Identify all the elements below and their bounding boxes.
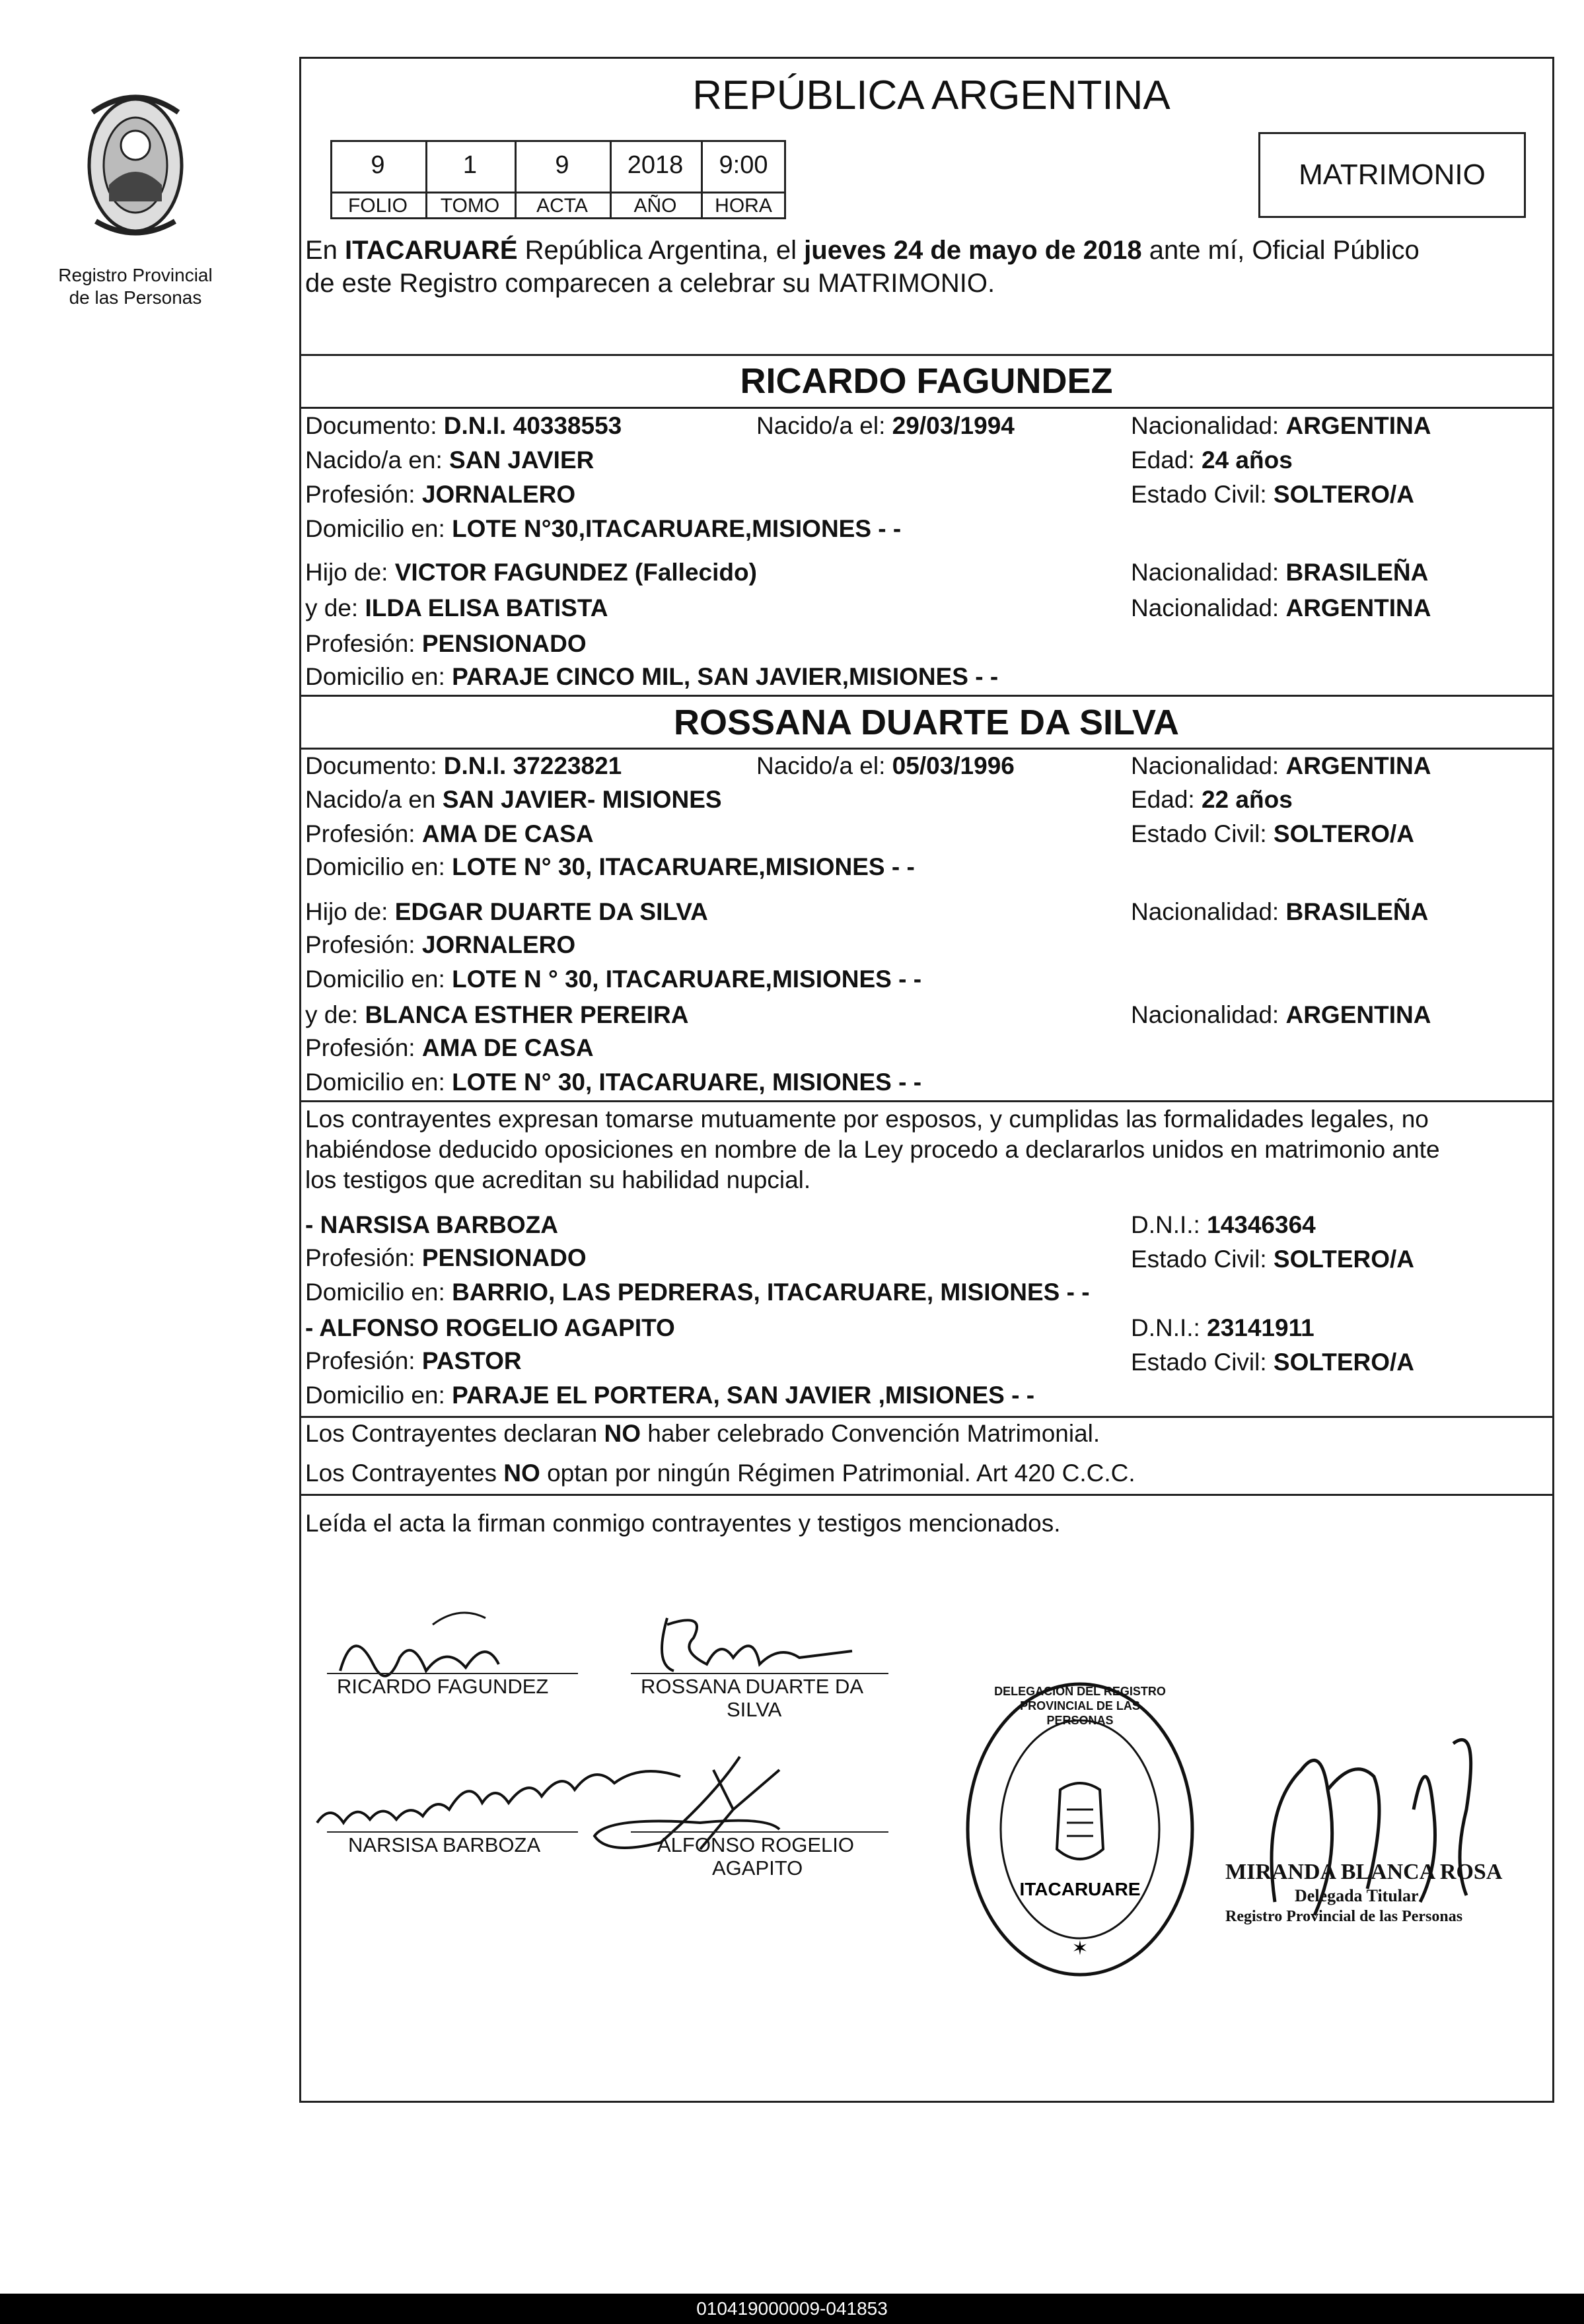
closing-statement: Leída el acta la firman conmigo contrayentes y testigos mencionados. <box>305 1510 1061 1537</box>
convention-line2: Los Contrayentes NO optan por ningún Régimen Patrimonial. Art 420 C.C.C. <box>305 1460 1135 1487</box>
intro-line2: de este Registro comparecen a celebrar su MATRIMONIO. <box>305 269 995 298</box>
convention-line1: Los Contrayentes declaran NO haber celebrado Convención Matrimonial. <box>305 1420 1100 1447</box>
official-stamp <box>1225 1859 1536 1926</box>
bride-father-address: Domicilio en: LOTE N ° 30, ITACARUARE,MISIONES - - <box>305 966 922 993</box>
intro-line1: En ITACARUARÉ República Argentina, el jueves 24 de mayo de 2018 ante mí, Oficial Público <box>305 236 1420 265</box>
registry-name <box>46 264 225 309</box>
folio-grid <box>330 140 786 219</box>
delegation-stamp <box>961 1677 1199 1981</box>
groom-signature-label: RICARDO FAGUNDEZ <box>337 1675 549 1698</box>
stamp-inner-text: ITACARUARE <box>1019 1879 1141 1899</box>
province-seal <box>79 86 192 258</box>
groom-address: Domicilio en: LOTE N°30,ITACARUARE,MISIONES - - <box>305 515 902 542</box>
bride-father-profession: Profesión: JORNALERO <box>305 931 576 958</box>
groom-mother-nationality: Nacionalidad: ARGENTINA <box>1131 594 1431 621</box>
tomo-label: TOMO <box>440 195 500 217</box>
official-stamp-line3: Registro Provincial de las Personas <box>1225 1908 1463 1925</box>
groom-profession: Profesión: JORNALERO <box>305 481 576 508</box>
folio-label: FOLIO <box>347 195 408 217</box>
seal-emblem-icon <box>79 86 192 258</box>
witness2-name: - ALFONSO ROGELIO AGAPITO <box>305 1314 675 1341</box>
year-value: 2018 <box>627 151 684 179</box>
groom-nationality: Nacionalidad: ARGENTINA <box>1131 412 1431 439</box>
witness2-signature-label-line2: AGAPITO <box>712 1856 803 1880</box>
witness2-signature-line <box>631 1831 888 1833</box>
groom-birth-date: Nacido/a el: 29/03/1994 <box>756 412 1015 439</box>
registry-name-line2: de las Personas <box>69 287 202 308</box>
groom-mother: y de: ILDA ELISA BATISTA <box>305 594 608 621</box>
bride-civil-status: Estado Civil: SOLTERO/A <box>1131 820 1415 847</box>
bride-mother-nationality: Nacionalidad: ARGENTINA <box>1131 1001 1431 1028</box>
groom-birth-place: Nacido/a en: SAN JAVIER <box>305 446 594 474</box>
groom-father: Hijo de: VICTOR FAGUNDEZ (Fallecido) <box>305 559 757 586</box>
footer-code: 010419000009-041853 <box>696 2298 888 2319</box>
bride-age: Edad: 22 años <box>1131 786 1293 813</box>
year-label: AÑO <box>633 195 677 217</box>
witness2-civil-status: Estado Civil: SOLTERO/A <box>1131 1349 1415 1376</box>
declaration-line3: los testigos que acreditan su habilidad nupcial. <box>305 1166 811 1193</box>
bride-mother: y de: BLANCA ESTHER PEREIRA <box>305 1001 689 1028</box>
witness2-signature-label-line1: ALFONSO ROGELIO <box>657 1833 855 1856</box>
witness1-address: Domicilio en: BARRIO, LAS PEDRERAS, ITACARUARE, MISIONES - - <box>305 1279 1090 1306</box>
bride-name-heading: ROSSANA DUARTE DA SILVA <box>673 703 1180 742</box>
bride-mother-address: Domicilio en: LOTE N° 30, ITACARUARE, MISIONES - - <box>305 1069 922 1096</box>
country-title: REPÚBLICA ARGENTINA <box>692 73 1170 118</box>
witness1-civil-status: Estado Civil: SOLTERO/A <box>1131 1246 1415 1273</box>
groom-parent-profession: Profesión: PENSIONADO <box>305 630 587 657</box>
groom-age: Edad: 24 años <box>1131 446 1293 474</box>
bride-signature-line <box>631 1673 888 1674</box>
bride-signature-label-line1: ROSSANA DUARTE DA <box>641 1675 864 1698</box>
groom-civil-status: Estado Civil: SOLTERO/A <box>1131 481 1415 508</box>
witness2-address: Domicilio en: PARAJE EL PORTERA, SAN JAVIER ,MISIONES - - <box>305 1382 1035 1409</box>
acta-label: ACTA <box>536 195 588 217</box>
bride-birth-date: Nacido/a el: 05/03/1996 <box>756 752 1015 779</box>
groom-name-heading: RICARDO FAGUNDEZ <box>740 361 1113 401</box>
witness1-profession: Profesión: PENSIONADO <box>305 1244 587 1271</box>
folio-value: 9 <box>371 151 385 179</box>
svg-text:✶: ✶ <box>1071 1938 1089 1959</box>
witness2-profession: Profesión: PASTOR <box>305 1347 522 1374</box>
marriage-date: jueves 24 de mayo de 2018 <box>804 236 1142 265</box>
official-stamp-line1: MIRANDA BLANCA ROSA <box>1225 1860 1503 1884</box>
official-signature-scribble <box>1255 1730 1532 1971</box>
declaration-line1: Los contrayentes expresan tomarse mutuamente por esposos, y cumplidas las formalidades legales, no <box>305 1106 1429 1133</box>
stamp-outer-text: DELEGACION DEL REGISTRO PROVINCIAL DE LAS PERSONAS <box>994 1685 1166 1727</box>
place-of-marriage: ITACARUARÉ <box>345 236 518 265</box>
bride-nationality: Nacionalidad: ARGENTINA <box>1131 752 1431 779</box>
bride-mother-profession: Profesión: AMA DE CASA <box>305 1034 594 1061</box>
groom-signature-line <box>327 1673 578 1674</box>
declaration-line2: habiéndose deducido oposiciones en nombre de la Ley procedo a declararlos unidos en matrimonio ante <box>305 1136 1440 1163</box>
signature-scribble-icon <box>1255 1730 1532 1968</box>
act-type: MATRIMONIO <box>1299 158 1486 191</box>
bride-birth-place: Nacido/a en SAN JAVIER- MISIONES <box>305 786 722 813</box>
witness1-name: - NARSISA BARBOZA <box>305 1211 559 1238</box>
groom-father-nationality: Nacionalidad: BRASILEÑA <box>1131 559 1429 586</box>
bride-father: Hijo de: EDGAR DUARTE DA SILVA <box>305 898 708 925</box>
bride-address: Domicilio en: LOTE N° 30, ITACARUARE,MISIONES - - <box>305 853 915 880</box>
hour-label: HORA <box>715 195 772 217</box>
registry-name-line1: Registro Provincial <box>58 265 213 285</box>
witness1-dni: D.N.I.: 14346364 <box>1131 1211 1316 1238</box>
bride-signature-label-line2: SILVA <box>727 1698 782 1721</box>
witness1-signature-label: NARSISA BARBOZA <box>348 1833 541 1856</box>
hour-value: 9:00 <box>719 151 768 179</box>
bride-profession: Profesión: AMA DE CASA <box>305 820 594 847</box>
groom-parent-address: Domicilio en: PARAJE CINCO MIL, SAN JAVIER,MISIONES - - <box>305 663 999 690</box>
bride-father-nationality: Nacionalidad: BRASILEÑA <box>1131 898 1429 925</box>
groom-document: Documento: D.N.I. 40338553 <box>305 412 622 439</box>
witness2-dni: D.N.I.: 23141911 <box>1131 1314 1314 1341</box>
official-stamp-line2: Delegada Titular <box>1295 1886 1419 1905</box>
acta-value: 9 <box>555 151 569 179</box>
tomo-value: 1 <box>462 151 478 179</box>
witness1-signature-line <box>327 1831 578 1833</box>
bride-document: Documento: D.N.I. 37223821 <box>305 752 622 779</box>
